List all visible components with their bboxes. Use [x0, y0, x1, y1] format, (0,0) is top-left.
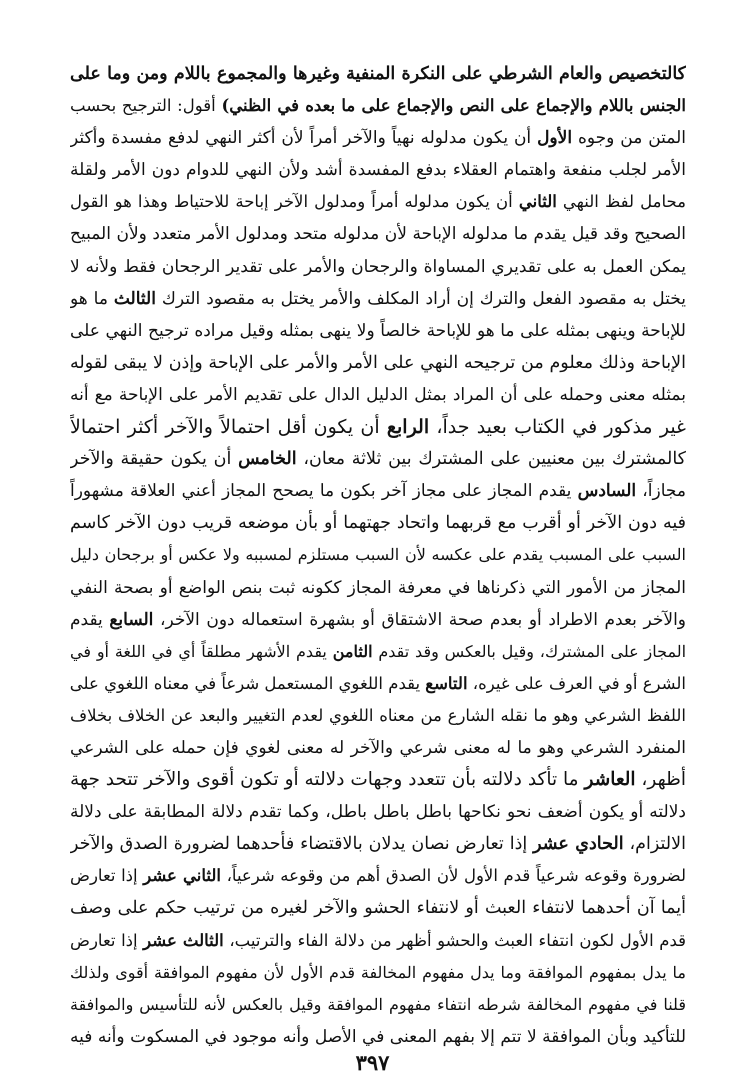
body-text-segment: أن يكون حقيقة والآخر [70, 449, 239, 470]
body-text-segment: يقدم اللغوي المستعمل شرعاً في معناه اللغوي على [70, 673, 426, 693]
body-text-segment: إذا تعارض نصان يدلان بالاقتضاء فأحدهما لضرورة الصدق والآخر [70, 834, 534, 855]
page-number: ٣٩٧ [355, 1050, 390, 1075]
text-line [70, 186, 686, 218]
bold-heading-text: الخامس [238, 449, 297, 470]
text-line [70, 989, 686, 1021]
text-line [70, 668, 686, 700]
text-line [70, 347, 686, 379]
text-line [70, 411, 686, 443]
bold-heading-text: الثامن [332, 641, 373, 661]
text-line [70, 90, 686, 122]
text-line [70, 218, 686, 250]
body-text-segment: للتأكيد وبأن الموافقة لا تتم إلا بفهم المعنى في الأصل وأنه موجود في المسكوت وأنه فيه [70, 1026, 686, 1047]
body-text-segment: غير مذكور في الكتاب بعيد جداً، [429, 416, 686, 439]
text-line [70, 443, 686, 475]
body-text [70, 58, 686, 1053]
body-text-segment: يقدم [70, 609, 110, 630]
bold-heading-text: الثاني عشر [143, 866, 221, 886]
body-text-segment: بمثله معنى وحمله على أن المراد بمثل الدليل الدال على تقديم الأمر على الإباحة مع أنه [70, 384, 686, 405]
text-line [70, 572, 686, 604]
text-line [70, 700, 686, 732]
body-text-segment: أن يكون أقل احتمالاً والآخر أكثر احتمالاً [70, 416, 387, 439]
body-text-segment: قلنا في مفهوم المخالفة شرطه انتفاء مفهوم الموافقة وقيل بالعكس لأنه للتأسيس والموافقة [70, 994, 686, 1014]
bold-heading-text: كالتخصيص والعام الشرطي على النكرة المنفية وغيرها والمجموع باللام ومن وما على [70, 64, 686, 84]
body-text-segment: إذا تعارض [70, 930, 144, 950]
body-text-segment: يقدم الأشهر مطلقاً أي في اللغة أو في [70, 641, 333, 661]
body-text-segment: فيه دون الآخر أو أقرب مع قربهما واتحاد جهتهما أو بأن موضعه قريب دون الآخر كاسم [70, 513, 686, 534]
body-text-segment: المجاز على المشترك، وقيل بالعكس وقد تقدم [372, 641, 686, 661]
body-text-segment: مجازاً، [636, 481, 686, 502]
body-text-segment: يختل به مقصود الفعل والترك إن أراد المكلف والأمر يختل به مقصود الترك [155, 288, 686, 309]
body-text-segment: اللفظ الشرعي وهو ما نقله الشارع من معناه اللغوي لعدم التغيير والبعد عن الخلاف بخلاف [70, 705, 686, 725]
body-text-segment: ما هو [70, 288, 114, 309]
body-text-segment: الإباحة وذلك معلوم من ترجيحه النهي على الأمر والأمر على الإباحة وإذن لا يبقى لقوله [70, 352, 686, 373]
bold-heading-text: الرابع [386, 416, 430, 439]
text-line [70, 539, 686, 571]
body-text-segment: أن يكون مدلوله أمراً ومدلول الآخر إباحة للاحتياط وهذا هو القول [70, 192, 519, 212]
text-line [70, 892, 686, 924]
text-line [70, 58, 686, 90]
text-line [70, 764, 686, 796]
body-text-segment: المنفرد الشرعي وهو ما له معنى شرعي والآخر له معنى لغوي فإن حمله على الشرعي [70, 737, 686, 758]
body-text-segment: أيما آن أحدهما لانتفاء العبث أو لانتفاء الحشو والآخر لغيره من ترتيب حكم على وصف [70, 898, 686, 919]
body-text-segment: يمكن العمل به على تقديري المساواة والرجحان والأمر على تقدير الرجحان فقط ولأنه لا [70, 256, 686, 277]
text-line [70, 957, 686, 989]
text-line [70, 283, 686, 315]
bold-heading-text: الأول [537, 128, 573, 149]
body-text-segment: محامل لفظ النهي [556, 192, 686, 212]
body-text-segment: يقدم المجاز على مجاز آخر بكون ما يصحح المجاز أعني العلاقة مشهوراً [70, 481, 578, 502]
bold-heading-text: السادس [577, 481, 637, 502]
body-text-segment: إذا تعارض [70, 866, 144, 886]
bold-heading-text: الجنس باللام والإجماع على النص والإجماع على ما بعده في الظني) [221, 96, 686, 116]
text-line [70, 604, 686, 636]
body-text-segment: قدم الأول لكون انتفاء العبث والحشو أظهر من دلالة الفاء والترتيب، [223, 930, 686, 950]
text-line [70, 475, 686, 507]
text-line [70, 154, 686, 186]
body-text-segment: لضرورة وقوعه شرعياً قدم الأول لأن الصدق أهم من وقوعه شرعياً، [220, 866, 686, 886]
bold-heading-text: الثاني [518, 192, 557, 212]
text-line [70, 315, 686, 347]
body-text-segment: كالمشترك بين معنيين على المشترك بين ثلاثة معان، [296, 449, 686, 470]
text-line [70, 796, 686, 828]
bold-heading-text: التاسع [425, 673, 468, 693]
text-line [70, 828, 686, 860]
body-text-segment: ما يدل بمفهوم الموافقة وما يدل مفهوم المخالفة قدم الأول لأن مفهوم الموافقة أقوى ولذلك [70, 962, 686, 982]
body-text-segment: المجاز من الأمور التي ذكرناها في معرفة المجاز ككونه ثبت بنص الواضع أو بصحة النفي [70, 577, 686, 598]
bold-heading-text: الثالث عشر [143, 930, 224, 950]
bold-heading-text: السابع [109, 609, 154, 630]
text-line [70, 122, 686, 154]
body-text-segment: الصحيح وقد قيل يقدم ما مدلوله الإباحة لأن مدلوله متحد ومدلول الأمر متعدد ولأن المبيح [70, 224, 686, 245]
body-text-segment: الشرع أو في العرف على غيره، [467, 673, 686, 693]
body-text-segment: أقول: الترجيح بحسب [70, 96, 222, 116]
text-line [70, 507, 686, 539]
bold-heading-text: الثالث [113, 288, 156, 309]
bold-heading-text: الحادي عشر [533, 834, 624, 855]
bold-heading-text: العاشر [584, 769, 636, 791]
body-text-segment: الالتزام، [623, 834, 686, 855]
body-text-segment: والآخر بعدم الاطراد أو بعدم صحة الاشتقاق أو بشهرة استعماله دون الآخر، [153, 609, 686, 630]
body-text-segment: ما تأكد دلالته بأن تتعدد وجهات دلالته أو تكون أقوى والآخر تتحد جهة [70, 769, 585, 791]
body-text-segment: دلالته أو يكون أضعف نحو نكاحها باطل باطل باطل، وكما تقدم دلالة المطابقة على دلالة [70, 802, 686, 823]
body-text-segment: للإباحة وينهى بمثله على ما هو للإباحة خالصاً ولا ينهى بمثله وقيل مراده ترجيح النهي على [70, 320, 686, 341]
text-line [70, 1021, 686, 1053]
text-line [70, 379, 686, 411]
body-text-segment: أظهر، [635, 769, 686, 791]
text-line [70, 860, 686, 892]
body-text-segment: الأمر لجلب منفعة واهتمام العقلاء بدفع المفسدة أشد ولأن النهي للدوام دون الأمر ولقلة [70, 160, 686, 181]
text-line [70, 636, 686, 668]
text-line [70, 251, 686, 283]
body-text-segment: المتن من وجوه [572, 128, 686, 149]
text-line [70, 732, 686, 764]
body-text-segment: السبب على المسبب يقدم على عكسه لأن السبب مستلزم لمسببه ولا عكس أو برجحان دليل [70, 545, 686, 565]
body-text-segment: أن يكون مدلوله نهياً والآخر أمراً لأن أكثر النهي لدفع مفسدة وأكثر [70, 128, 538, 149]
text-line [70, 925, 686, 957]
